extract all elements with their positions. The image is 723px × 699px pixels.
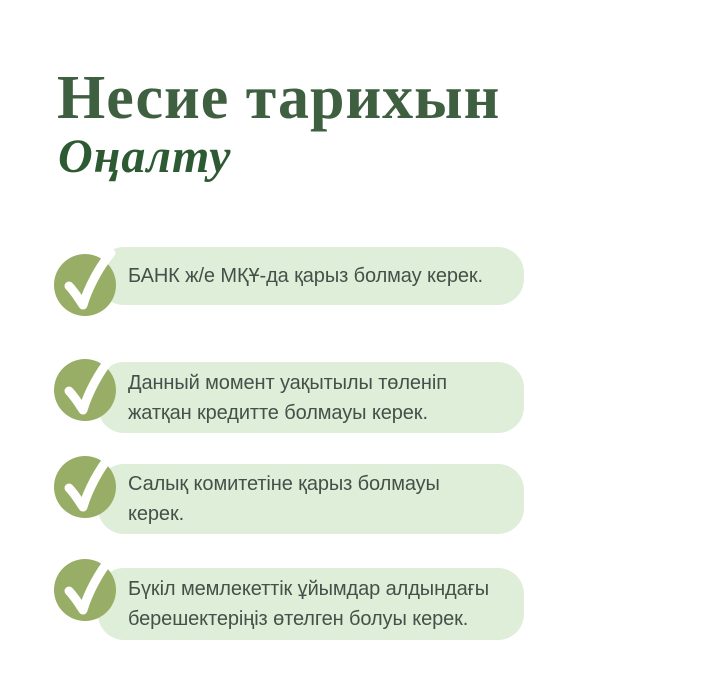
- item-text-line: керек.: [128, 503, 185, 525]
- item-pill: [98, 568, 524, 640]
- item-text-line: Данный момент уақытылы төленіп: [128, 371, 447, 394]
- item-pill: [98, 247, 524, 305]
- item-text-line: берешектеріңіз өтелген болуы керек.: [128, 608, 469, 630]
- item-pill: [98, 464, 524, 534]
- check-icon: [54, 359, 116, 421]
- check-icon: [54, 254, 116, 316]
- item-pill: [98, 362, 524, 433]
- item-text-line: Бүкіл мемлекеттік ұйымдар алдындағы: [128, 578, 490, 600]
- check-icon: [54, 559, 116, 621]
- page-subtitle: Оңалту: [58, 130, 232, 183]
- check-icon: [54, 456, 116, 518]
- item-text-line: БАНК ж/е МҚҰ-да қарыз болмау керек.: [128, 265, 483, 287]
- item-text-line: жатқан кредитте болмауы керек.: [128, 401, 428, 424]
- page-title: Несие тарихын: [57, 64, 501, 132]
- item-text-line: Салық комитетіне қарыз болмауы: [128, 473, 440, 495]
